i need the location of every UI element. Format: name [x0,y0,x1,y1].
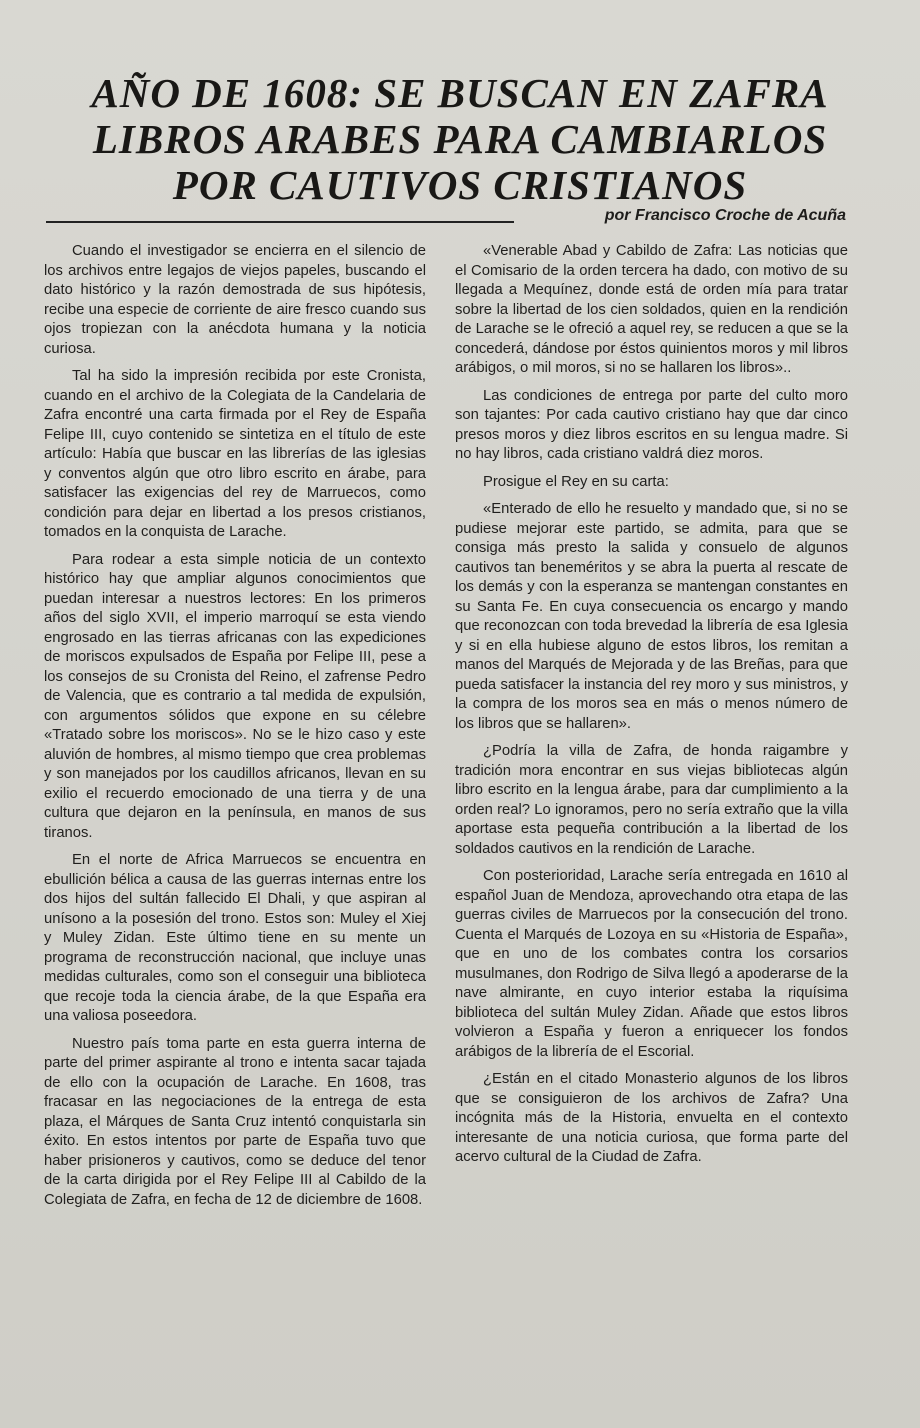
paragraph: «Venerable Abad y Cabildo de Zafra: Las noticias que el Comisario de la orden tercera ha dado, con motivo de su llegada a Mequínez, donde está de orden mía para tratar sobre la libertad de los cien soldados, quien en la rendición de Larache se le ofreció a aquel rey, se reducen a que se la concederá, dándose por éstos quinientos moros y mil libros arábigos, o mil moros, si no se hallaren los libros».. [455,243,848,376]
title-line-1: AÑO DE 1608: SE BUSCAN EN ZAFRA [91,70,829,116]
paragraph: Prosigue el Rey en su carta: [483,473,669,490]
paragraph: ¿Podría la villa de Zafra, de honda raigambre y tradición mora encontrar en sus viejas bibliotecas algún libro escrito en la lengua árabe, para dar cumplimiento a la orden real? Lo ignoramos, pero no sería extraño que la villa aportase esta pequeña contribución a la libertad de los soldados cautivos en la rendición de Larache. [455,743,848,857]
paragraph: Cuando el investigador se encierra en el silencio de los archivos entre legajos de viejos papeles, buscando el dato histórico y la razón demostrada de sus hipótesis, recibe una especie de corriente de aire fresco cuando sus ojos tropiezan con la anécdota humana y la noticia curiosa. [44,243,426,357]
left-column [44,242,426,1218]
title-line-2: LIBROS ARABES PARA CAMBIARLOS [92,116,828,162]
paragraph: Las condiciones de entrega por parte del culto moro son tajantes: Por cada cautivo cristiano hay que dar cinco presos moros y diez libros escritos en su lengua madre. Si no hay libros, cada cristiano valdrá diez moros. [455,387,848,462]
paragraph: Tal ha sido la impresión recibida por este Cronista, cuando en el archivo de la Colegiata de la Candelaria de Zafra encontré una carta firmada por el Rey de España Felipe III, cuyo contenido se sintetiza en el título de este artículo: Había que buscar en las librerías de las iglesias y conventos algún que otro libro escrito en árabe, para satisfacer las exigencias del rey de Marruecos, como condición para dejar en libertad a los presos cristianos, tomados en la conquista de Larache. [44,368,426,540]
right-column [455,242,848,1176]
paragraph: «Enterado de ello he resuelto y mandado que, si no se pudiese mejorar este partido, se admita, para que se consiga más presto la salida y consuelo de algunos cautivos tan beneméritos y se abra la puerta al rescate de los demás y con la esperanza se mantengan constantes en su Santa Fe. En cuya consecuencia os encargo y mando que reconozcan con toda brevedad la librería de esa Iglesia y si en ella hubiese alguno de estos libros, los remitan a manos del Marqués de Mejorada y de las Breñas, para que pueda satisfacer la instancia del rey moro y sus ministros, y la compra de los moros sea en más o menos número de los libros que se hallaren». [455,501,848,732]
paragraph: En el norte de Africa Marruecos se encuentra en ebullición bélica a causa de las guerras internas entre los dos hijos del sultán fallecido El Dhali, y que aspiran al unísono a la posesión del trono. Estos son: Muley el Xiej y Muley Zidan. Este último tiene en su mente un programa de reconstrucción nacional, que incluye unas medidas culturales, como son el conseguir una biblioteca que recoje toda la ciencia árabe, de la que España era una valiosa poseedora. [44,852,426,1024]
title-line-3: POR CAUTIVOS CRISTIANOS [172,162,748,208]
paragraph: ¿Están en el citado Monasterio algunos de los libros que se consiguieron de los archivos de Zafra? Una incógnita más de la Historia, envuelta en el contexto interesante de una noticia curiosa, que forma parte del acervo cultural de la Ciudad de Zafra. [455,1071,848,1165]
author-byline: por Francisco Croche de Acuña [604,207,846,224]
article-title [40,70,880,208]
byline-rule [46,221,514,223]
byline-row [46,206,846,228]
paragraph: Para rodear a esta simple noticia de un contexto histórico hay que ampliar algunos conocimientos que puedan interesar a nuestros lectores: En los primeros años del siglo XVII, el imperio marroquí se esta viendo engrosado en las tierras africanas con las expediciones de moriscos expulsados de España por Felipe III, pese a los consejos de su Cronista del Reino, el zafrense Pedro de Valencia, que es contrario a tal medida de expulsión, con argumentos sólidos que expone en su célebre «Tratado sobre los moriscos». No se le hizo caso y este aluvión de hombres, al mismo tiempo que crea problemas y son manejados por los caudillos africanos, llevan en su exilio el recuerdo emocionado de una tierra y de una cultura que dejaron en la península, en manos de sus tiranos. [44,551,426,841]
paragraph: Con posterioridad, Larache sería entregada en 1610 al español Juan de Mendoza, aprovechando otra etapa de las guerras civiles de Marruecos por la consecución del trono. Cuenta el Marqués de Lozoya en su «Historia de España», que en uno de los combates contra los corsarios musulmanes, don Rodrigo de Silva llegó a apoderarse de la nave almirante, en cuyo interior estaba la riquísima biblioteca del sultán Muley Zidan. Añade que estos libros volvieron a España y fueron a enriquecer los fondos arábigos de la librería de el Escorial. [455,868,848,1060]
paragraph: Nuestro país toma parte en esta guerra interna de parte del primer aspirante al trono e intenta sacar tajada de ello con la ocupación de Larache. En 1608, tras fracasar en las negociaciones de la entrega de esta plaza, el Márques de Santa Cruz intentó conquistarla sin éxito. En estos intentos por parte de España tuvo que haber prisioneros y cautivos, como se deduce del tenor de la carta dirigida por el Rey Felipe III al Cabildo de la Colegiata de Zafra, en fecha de 12 de diciembre de 1608. [44,1035,426,1208]
